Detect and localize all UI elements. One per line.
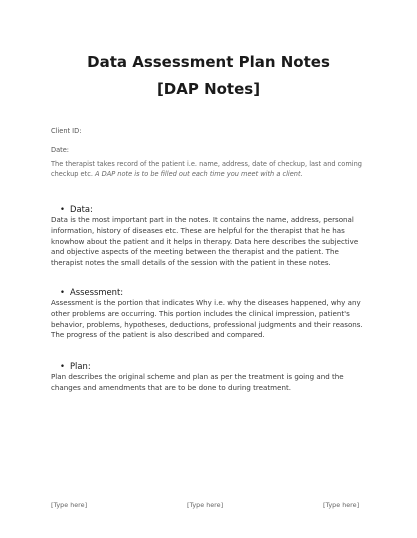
section-body-data: Data is the most important part in the notes. It contains the name, address, personal information, history of diseases etc. These are helpful for the therapist that he has knowhow about the patient and it helps in therapy. Data here describes the subjective and objective aspects of the meeting between the therapist and the patient. The therapist notes the small details of the session with the patient in these notes.: [51, 215, 359, 268]
footer-center-placeholder[interactable]: [Type here]: [187, 501, 224, 509]
section-heading-data: [60, 204, 93, 215]
section-heading-label: Assessment:: [70, 287, 124, 297]
section-heading-label: Data:: [70, 204, 93, 214]
section-body-plan: Plan describes the original scheme and plan as per the treatment is going and the changes and amendments that are to be done to during treatment.: [51, 372, 344, 392]
footer-right-placeholder[interactable]: [Type here]: [323, 501, 360, 509]
intro-italic-text: A DAP note is to be filled out each time you meet with a client.: [92, 169, 303, 178]
document-subtitle: [DAP Notes]: [156, 80, 261, 98]
section-heading-label: Plan:: [70, 361, 91, 371]
section-heading-assessment: [60, 287, 123, 298]
intro-text: The therapist takes record of the patient i.e. name, address, date of checkup, last and coming checkup etc.: [51, 160, 362, 178]
date-label: Date:: [51, 146, 69, 154]
bullet-icon: •: [60, 204, 65, 214]
footer-left-placeholder[interactable]: [Type here]: [51, 501, 88, 509]
bullet-icon: •: [60, 287, 65, 297]
intro-paragraph: [51, 160, 363, 179]
section-body-assessment: Assessment is the portion that indicates Why i.e. why the diseases happened, why any other problems are occurring. This portion includes the clinical impression, patient's behavior, problems, hypotheses, deductions, professional judgments and their reasons. The progress of the patient is also described and compared.: [51, 298, 363, 340]
document-title: Data Assessment Plan Notes: [87, 53, 330, 71]
client-id-label: Client ID:: [51, 127, 82, 135]
section-heading-plan: [60, 361, 91, 372]
bullet-icon: •: [60, 361, 65, 371]
